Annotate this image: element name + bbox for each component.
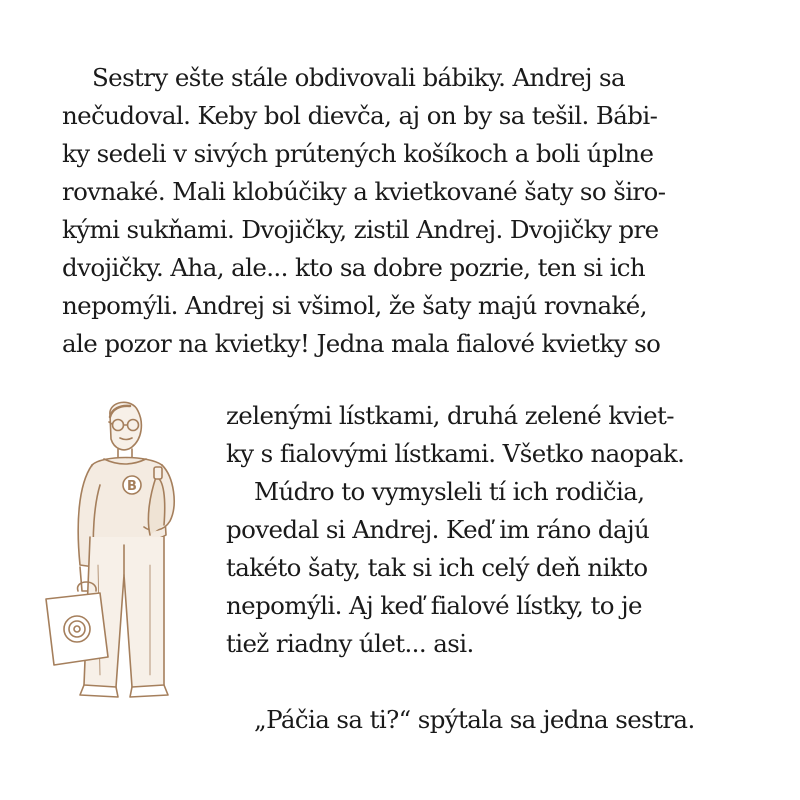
text-line: Sestry ešte stále obdivovali bábiky. Andrej sa [92, 63, 625, 92]
text-line: povedal si Andrej. Keď im ráno dajú [226, 515, 650, 544]
text-line: zelenými lístkami, druhá zelené kviet- [226, 401, 674, 430]
text-line: ale pozor na kvietky! Jedna mala fialové kvietky so [62, 329, 661, 358]
text-line: takéto šaty, tak si ich celý deň nikto [226, 553, 648, 582]
text-line: dvojičky. Aha, ale... kto sa dobre pozrie, ten si ich [62, 253, 646, 282]
text-line: nečudoval. Keby bol dievča, aj on by sa tešil. Bábi- [62, 101, 658, 130]
text-line: ky sedeli v sivých prútených košíkoch a boli úplne [62, 139, 654, 168]
text-line: „Páčia sa ti?“ spýtala sa jedna sestra. [254, 705, 695, 734]
text-line: tiež riadny úlet... asi. [226, 629, 474, 658]
text-line: ky s fialovými lístkami. Všetko naopak. [226, 439, 685, 468]
text-line: kými sukňami. Dvojičky, zistil Andrej. Dvojičky pre [62, 215, 659, 244]
text-line: Múdro to vymysleli tí ich rodičia, [254, 477, 645, 506]
text-line: rovnaké. Mali klobúčiky a kvietkované šaty so širo- [62, 177, 666, 206]
text-line: nepomýli. Aj keď fialové lístky, to je [226, 591, 642, 620]
text-line: nepomýli. Andrej si všimol, že šaty majú rovnaké, [62, 291, 647, 320]
shirt-letter: B [127, 479, 137, 494]
man-with-shopping-bag-illustration [40, 395, 210, 700]
